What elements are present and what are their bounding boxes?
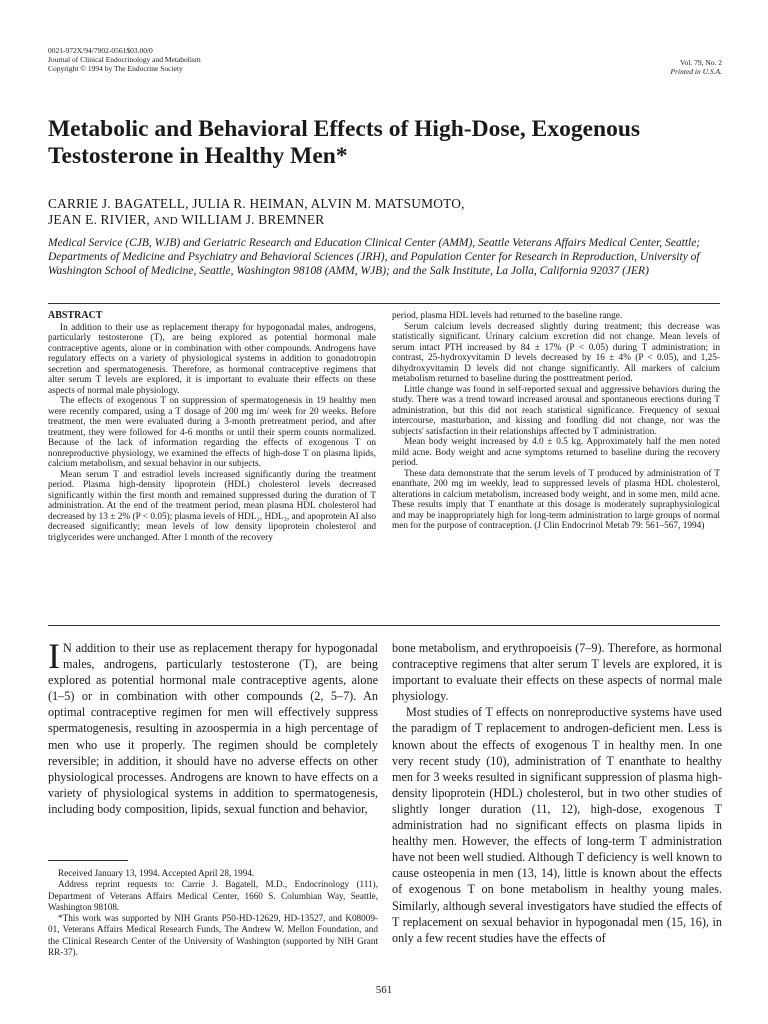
volume-number: Vol. 79, No. 2 [680, 58, 722, 67]
author-list [48, 196, 708, 229]
abstract-paragraph: Little change was found in self-reported sexual and aggressive behaviors during the study. There was a trend toward increased arousal and spontaneous erections during T administration, but this did not reach statistical significance. Frequency of sexual intercourse, masturbation, and kissing and fondling did not change, nor was the subjects' satisfaction in their relationships affected by T administration. [392, 384, 720, 437]
footnote-funding: *This work was supported by NIH Grants P50-HD-12629, HD-13527, and K08009-01, Veterans Affairs Medical Research Funds, The Andrew W. Mellon Foundation, and the Clinical Research Center of the University of Washington (supported by NIH Grant RR-37). [48, 913, 378, 958]
body-right-column [392, 640, 722, 946]
author-bremner: WILLIAM J. BREMNER [181, 212, 325, 227]
abstract-right-column [392, 311, 720, 532]
article-title: Metabolic and Behavioral Effects of High-Dose, Exogenous Testosterone in Healthy Men* [48, 116, 641, 169]
page-number: 561 [375, 984, 393, 996]
drop-cap: I [48, 636, 60, 676]
abstract-heading: ABSTRACT [48, 310, 103, 321]
copyright-line: Copyright © 1994 by The Endocrine Society [48, 64, 183, 73]
footnotes [48, 868, 378, 958]
footnote-received: Received January 13, 1994. Accepted April 28, 1994. [58, 868, 255, 878]
abstract-paragraph: period, plasma HDL levels had returned to the baseline range. [392, 311, 623, 321]
printed-in: Printed in U.S.A. [670, 67, 722, 76]
body-left-column [48, 636, 378, 817]
abstract-paragraph: Mean body weight increased by 4.0 ± 0.5 kg. Approximately half the men noted mild acne. Body weight and acne symptoms returned to baseline during the recovery period. [392, 437, 720, 468]
abstract-paragraph: Mean serum T and estradiol levels increased significantly during the treatment period. Plasma high-density lipoprotein (HDL) cholesterol levels decreased significantly within the first month and remained suppressed during the duration of T administration. At the end of the treatment period, mean plasma HDL cholesterol had decreased by 13 ± 2% (P < 0.05); plasma levels of HDL₂, HDL₃, and apoprotein AI also decreased significantly; mean levels of low density lipoprotein cholesterol and triglycerides were unchanged. After 1 month of the recovery [48, 469, 376, 543]
intro-text: N addition to their use as replacement therapy for hypogonadal males, androgens, particularly testosterone (T), are being explored as potential hormonal male contraceptive agents, alone (1–5) or in combination with other compounds (2, 5–7). An optimal contraceptive regimen for men will effectively suppress spermatogenesis, resulting in azoospermia in a high percentage of men who use it properly. The regimen should be completely reversible; in addition, it should have no adverse effects on other physiological processes. Androgens are known to have effects on a variety of physiological systems in addition to spermatogenesis, including body composition, lipids, sexual function and behavior, [48, 641, 378, 816]
body-paragraph: bone metabolism, and erythropoeisis (7–9). Therefore, as hormonal contraceptive regimens that alter serum T levels are explored, it is important to evaluate their effects on these aspects of normal male physiology. [392, 641, 722, 704]
abstract-bottom-rule [48, 625, 720, 626]
body-paragraph: Most studies of T effects on nonreproductive systems have used the paradigm of T replacement to androgen-deficient men. Less is known about the effects of exogenous T in healthy men. In one very recent study (10), administration of T enanthate to healthy men for 3 weeks resulted in significant suppression of plasma high-density lipoprotein (HDL) cholesterol, but in two other studies of slightly longer duration (11, 12), high-dose, exogenous T administration had no significant effects on plasma lipids in healthy men. However, the effects of long-term T administration have not been well studied. Although T deficiency is well known to cause osteopenia in men (13, 14), little is known about the effects of exogenous T on bone metabolism in healthy young males. Similarly, although several investigators have studied the effects of T replacement on sexual behavior in hypogonadal men (15, 16), in only a few recent studies have the effects of [392, 705, 722, 945]
affiliation: Medical Service (CJB, WJB) and Geriatric Research and Education Clinical Center (AMM), Seattle Veterans Affairs Medical Center, Seattle; Departments of Medicine and Psychiatry and Behavioral Sciences (JRH), and Population Center for Research in Reproduction, University of Washington School of Medicine, Seattle, Washington 98108 (AMM, WJB); and the Salk Institute, La Jolla, California 92037 (JER) [48, 237, 701, 277]
footnote-rule [48, 860, 128, 861]
volume-header [671, 58, 722, 76]
journal-header [48, 46, 201, 73]
author-rivier: JEAN E. RIVIER, [48, 212, 150, 227]
abstract-paragraph: In addition to their use as replacement therapy for hypogonadal males, androgens, particularly testosterone (T), are being explored as potential hormonal male contraceptive agents, alone or in combination with other compounds. Androgens have regulatory effects on a variety of physiological systems in addition to gonadotropin secretion and spermatogenesis. Therefore, as hormonal contraceptive regimens that alter serum T levels are explored, it is important to evaluate their effects on these aspects of normal male physiology. [48, 322, 376, 396]
authors-line-1: CARRIE J. BAGATELL, JULIA R. HEIMAN, ALVIN M. MATSUMOTO, [48, 196, 465, 211]
top-rule [48, 303, 720, 304]
and-word: AND [153, 215, 178, 227]
authors-line-2 [48, 212, 708, 229]
abstract-left-column [48, 311, 376, 543]
article-code: 0021-972X/94/7902-0561$03.00/0 [48, 46, 153, 55]
intro-paragraph [48, 636, 378, 817]
abstract-paragraph: Serum calcium levels decreased slightly during treatment; this decrease was statistically significant. Urinary calcium excretion did not change. Mean levels of serum intact PTH increased by 84 ± 17% (P < 0.05) during T administration; in contrast, 25-hydroxyvitamin D levels decreased by 16 ± 4% (P < 0.05), and 1,25-dihydroxyvitamin D levels did not change significantly. All markers of calcium metabolism returned to baseline during the posttreatment period. [392, 321, 720, 384]
footnote-reprint: Address reprint requests to: Carrie J. Bagatell, M.D., Endocrinology (111), Department of Veterans Affairs Medical Center, 1660 S. Columbian Way, Seattle, Washington 98108. [48, 879, 378, 912]
abstract-paragraph: The effects of exogenous T on suppression of spermatogenesis in 19 healthy men were recently compared, using a T dosage of 200 mg im/ week for 20 weeks. Before treatment, the men were evaluated during a 3-month pretreatment period, and after treatment, they were followed for 4-6 months or until their sperm counts normalized. Because of the lack of information regarding the effects of exogenous T on nonreproductive physiology, we examined the effects of high-dose T on plasma lipids, calcium metabolism, and sexual behavior in our subjects. [48, 396, 376, 469]
abstract-paragraph: These data demonstrate that the serum levels of T produced by administration of T enanthate, 200 mg im weekly, lead to suppressed levels of plasma HDL cholesterol, alterations in calcium metabolism, increased body weight, and in some men, mild acne. These results imply that T enanthate at this dosage is moderately supraphysiological and may be inappropriately high for long-term administration to large groups of normal men for the purpose of contraception. (J Clin Endocrinol Metab 79: 561–567, 1994) [392, 468, 720, 531]
journal-name: Journal of Clinical Endocrinology and Metabolism [48, 55, 201, 64]
